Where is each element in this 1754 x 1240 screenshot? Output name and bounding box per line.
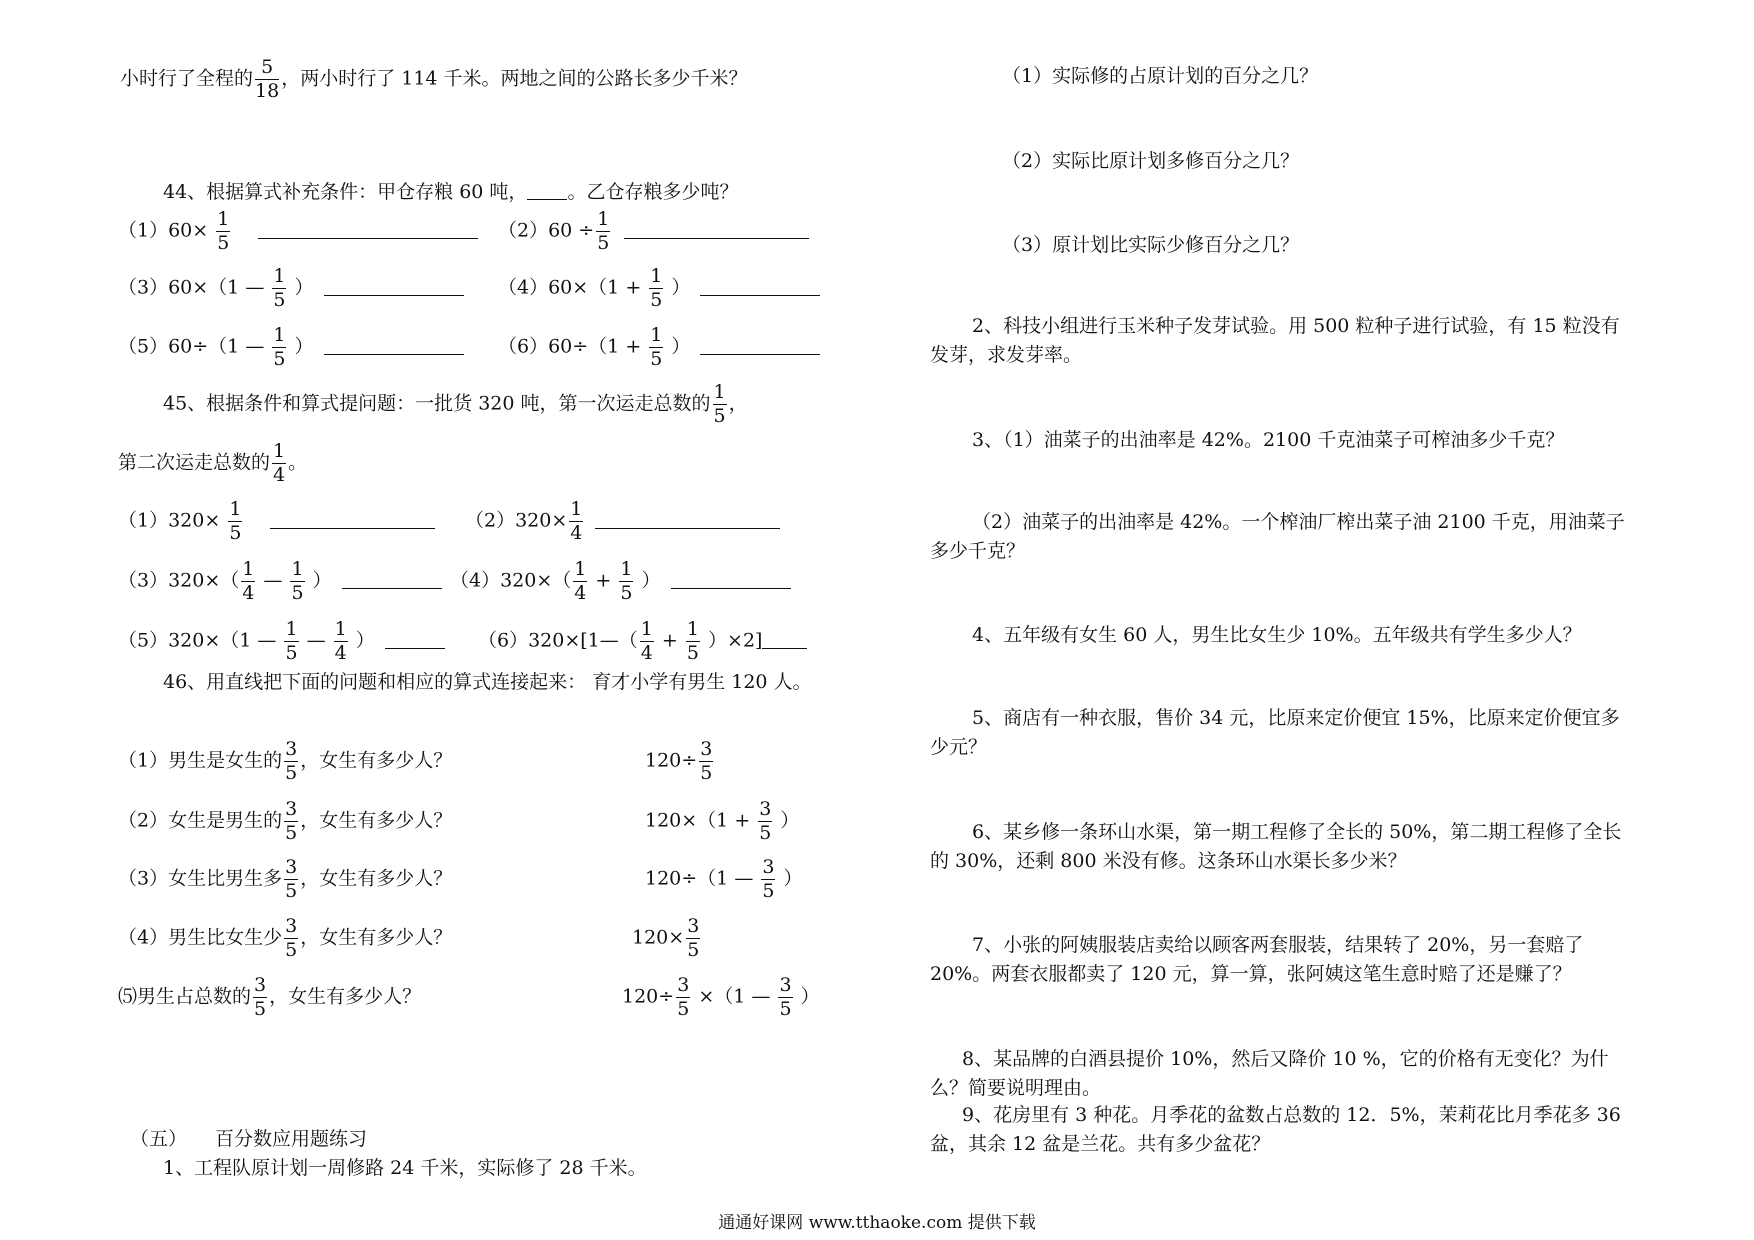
r-q4: 4、五年级有女生 60 人，男生比女生少 10%。五年级共有学生多少人？ xyxy=(972,624,1582,646)
answer-blank[interactable] xyxy=(595,528,780,529)
page-footer: 通通好课网 www.tthaoke.com 提供下载 xyxy=(718,1213,1036,1233)
r-q1-sub-1: （1）实际修的占原计划的百分之几？ xyxy=(1002,65,1319,87)
q46-expression-4[interactable]: 120× $\frac{3}{5}$ xyxy=(632,915,700,961)
q46-question-1: （1）男生是女生的 $\frac{3}{5}$ ，女生有多少人？ xyxy=(118,738,453,784)
q45-item-2: （2）320× $\frac{1}{4}$ xyxy=(465,500,780,543)
q44-item-2: （2）60 ÷ $\frac{1}{5}$ xyxy=(498,210,809,253)
q45-item-3: （3）320×（ $\frac{1}{4}$ — $\frac{1}{5}$ ） xyxy=(118,560,442,603)
q43-tail: 小时行了全程的 $\frac{5}{18}$ ，两小时行了 114 千米。两地之间的公路长多少千米？ xyxy=(120,56,748,102)
r-q3a: 3、（1）油菜子的出油率是 42%。2100 千克油菜子可榨油多少千克？ xyxy=(972,429,1565,451)
answer-blank[interactable] xyxy=(324,295,464,296)
answer-blank[interactable] xyxy=(762,648,807,649)
q44-item-6: （6）60÷（1 + $\frac{1}{5}$ ） xyxy=(498,326,820,369)
answer-blank[interactable] xyxy=(324,354,464,355)
r-q5: 5、商店有一种衣服，售价 34 元，比原来定价便宜 15%，比原来定价便宜多少元？ xyxy=(930,707,1620,758)
answer-blank[interactable] xyxy=(700,295,820,296)
r-q2: 2、科技小组进行玉米种子发芽试验。用 500 粒种子进行试验，有 15 粒没有发芽，求发芽率。 xyxy=(930,315,1620,366)
q46-expression-5[interactable]: 120÷ $\frac{3}{5}$ ×（1 — $\frac{3}{5}$ ） xyxy=(622,974,820,1020)
q46-question-3: （3）女生比男生多 $\frac{3}{5}$ ，女生有多少人？ xyxy=(118,856,453,902)
r-q3b: （2）油菜子的出油率是 42%。一个榨油厂榨出菜子油 2100 千克，用油菜子多少千克？ xyxy=(930,511,1625,562)
section-5-heading: （五） 百分数应用题练习 xyxy=(130,1128,368,1150)
answer-blank[interactable] xyxy=(624,238,809,239)
q46-question-4: （4）男生比女生少 $\frac{3}{5}$ ，女生有多少人？ xyxy=(118,915,453,961)
section-5-q1: 1、工程队原计划一周修路 24 千米，实际修了 28 千米。 xyxy=(163,1157,647,1179)
answer-blank[interactable] xyxy=(671,588,791,589)
q44-item-4: （4）60×（1 + $\frac{1}{5}$ ） xyxy=(498,267,820,310)
q45-line-1: 45、根据条件和算式提问题：一批货 320 吨，第一次运走总数的 $\frac{1}{5}$ ， xyxy=(163,381,748,427)
q46-expression-1[interactable]: 120÷ $\frac{3}{5}$ xyxy=(645,738,713,784)
answer-blank[interactable] xyxy=(527,199,567,200)
q45-item-6: （6）320×[1—（ $\frac{1}{4}$ + $\frac{1}{5}$ ）×2] xyxy=(478,620,807,663)
q46-expression-3[interactable]: 120÷（1 — $\frac{3}{5}$ ） xyxy=(645,856,803,902)
q45-item-1: （1）320× $\frac{1}{5}$ xyxy=(118,500,435,543)
r-q8: 8、某品牌的白酒县提价 10%，然后又降价 10 %，它的价格有无变化？为什么？简要说明理由。 xyxy=(930,1048,1609,1099)
answer-blank[interactable] xyxy=(700,354,820,355)
r-q9: 9、花房里有 3 种花。月季花的盆数占总数的 12．5%，茉莉花比月季花多 36 盆，其余 12 盆是兰花。共有多少盆花？ xyxy=(930,1104,1621,1155)
q45-item-4: （4）320×（ $\frac{1}{4}$ + $\frac{1}{5}$ ） xyxy=(450,560,791,603)
q44-item-5: （5）60÷（1 — $\frac{1}{5}$ ） xyxy=(118,326,464,369)
r-q1-sub-2: （2）实际比原计划多修百分之几？ xyxy=(1002,150,1300,172)
q45-item-5: （5）320×（1 — $\frac{1}{5}$ — $\frac{1}{4}$ ） xyxy=(118,620,445,663)
r-q7: 7、小张的阿姨服装店卖给以顾客两套服装，结果转了 20%，另一套赔了 20%。两套衣服都卖了 120 元，算一算，张阿姨这笔生意时赔了还是赚了？ xyxy=(930,934,1584,985)
r-q1-sub-3: （3）原计划比实际少修百分之几？ xyxy=(1002,234,1300,256)
q45-line-2: 第二次运走总数的 $\frac{1}{4}$ 。 xyxy=(118,440,308,486)
answer-blank[interactable] xyxy=(385,648,445,649)
answer-blank[interactable] xyxy=(342,588,442,589)
q44-item-3: （3）60×（1 — $\frac{1}{5}$ ） xyxy=(118,267,464,310)
q46-question-2: （2）女生是男生的 $\frac{3}{5}$ ，女生有多少人？ xyxy=(118,798,453,844)
q46-expression-2[interactable]: 120×（1 + $\frac{3}{5}$ ） xyxy=(645,798,800,844)
q44-item-1: （1）60× $\frac{1}{5}$ xyxy=(118,210,478,253)
fraction: $\frac{5}{18}$ xyxy=(255,56,280,102)
q46-question-5: ⑸男生占总数的 $\frac{3}{5}$ ，女生有多少人？ xyxy=(118,974,422,1020)
answer-blank[interactable] xyxy=(270,528,435,529)
r-q6: 6、某乡修一条环山水渠，第一期工程修了全长的 50%，第二期工程修了全长的 30%，还剩 800 米没有修。这条环山水渠长多少米？ xyxy=(930,821,1622,872)
q46-intro: 46、用直线把下面的问题和相应的算式连接起来： 育才小学有男生 120 人。 xyxy=(163,671,812,693)
q44-intro: 44、根据算式补充条件：甲仓存粮 60 吨， 。乙仓存粮多少吨？ xyxy=(163,181,739,203)
answer-blank[interactable] xyxy=(258,238,478,239)
